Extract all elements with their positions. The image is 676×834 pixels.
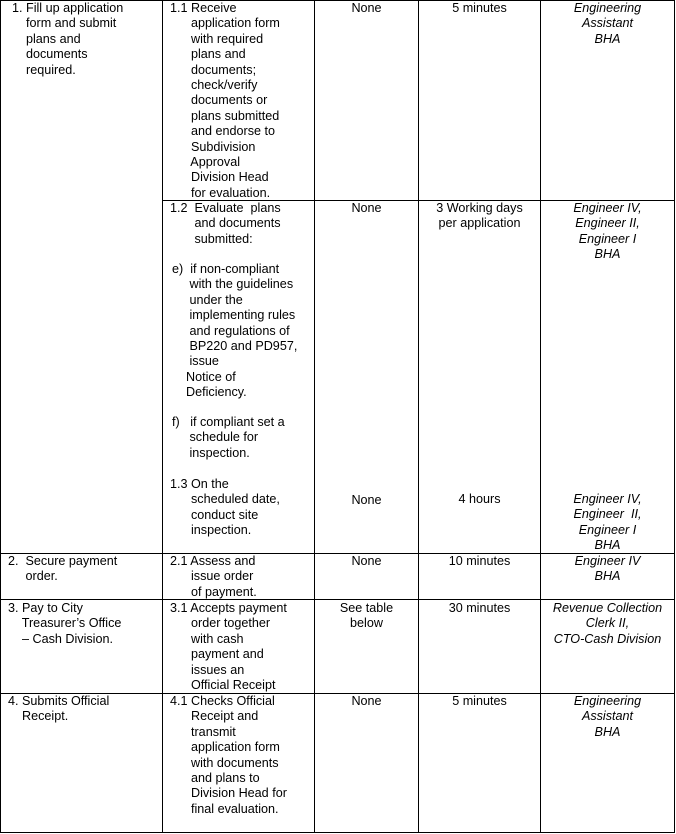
time-3-1: 30 minutes [448, 601, 511, 615]
time-2-1: 10 minutes [448, 554, 511, 568]
action-1-1-body: 1.1 Receive application form with required plans and documents; check/verify documents or plans submitted and endorse to Subdivision Approval Division Head for evaluation. [170, 1, 280, 200]
person-1-1: Engineering Assistant BHA [573, 1, 642, 46]
grid-line-v5 [674, 0, 675, 833]
person-1-2: Engineer IV, Engineer II, Engineer I BHA [573, 201, 642, 262]
time-1-1: 5 minutes [452, 1, 507, 15]
time-4-1: 5 minutes [452, 694, 507, 708]
grid-line-h-row3 [0, 599, 675, 600]
action-1-3-text: 1.3 On the scheduled date, conduct site inspection. [170, 477, 280, 538]
fees-4-1: None [351, 694, 382, 708]
step-2-text: 2. Secure payment order. [8, 554, 118, 584]
action-2-1-text: 2.1 Assess and issue order of payment. [170, 554, 257, 599]
fees-1-2: None [351, 201, 382, 215]
person-4-1: Engineering Assistant BHA [573, 694, 642, 739]
fees-2-1: None [351, 554, 382, 568]
person-1-3: Engineer IV, Engineer II, Engineer I BHA [573, 492, 642, 553]
step-4-text: 4. Submits Official Receipt. [8, 694, 110, 724]
fees-3-1: See table below [339, 601, 394, 631]
fees-1-1: None [351, 1, 382, 15]
person-2-1: Engineer IV BHA [574, 554, 641, 584]
person-3-1: Revenue Collection Clerk II, CTO-Cash Division [552, 601, 663, 646]
action-1-2-sub-f: f) if compliant set a schedule for inspection. [172, 415, 285, 460]
action-1-2-sub-e: e) if non-compliant with the guidelines under the implementing rules and regulations of BP220 and PD957, issue Notice of Deficiency. [172, 262, 298, 400]
time-1-3: 4 hours [458, 492, 501, 506]
grid-line-h-bottom [0, 832, 675, 833]
action-4-1-text: 4.1 Checks Official Receipt and transmit application form with documents and plans to Division Head for final evaluation. [170, 694, 287, 816]
action-1-2-text: 1.2 Evaluate plans and documents submitted: [170, 201, 281, 246]
time-1-2: 3 Working days per application [436, 201, 523, 231]
grid-line-v1 [162, 0, 163, 833]
action-3-1-text: 3.1 Accepts payment order together with cash payment and issues an Official Receipt [170, 601, 287, 693]
grid-line-v0 [0, 0, 1, 833]
step-3-text: 3. Pay to City Treasurer’s Office – Cash Division. [8, 601, 122, 646]
action-1-1-text [170, 1, 280, 201]
fees-1-3: None [351, 493, 382, 507]
step-1-text: 1. Fill up application form and submit plans and documents required. [12, 1, 124, 77]
